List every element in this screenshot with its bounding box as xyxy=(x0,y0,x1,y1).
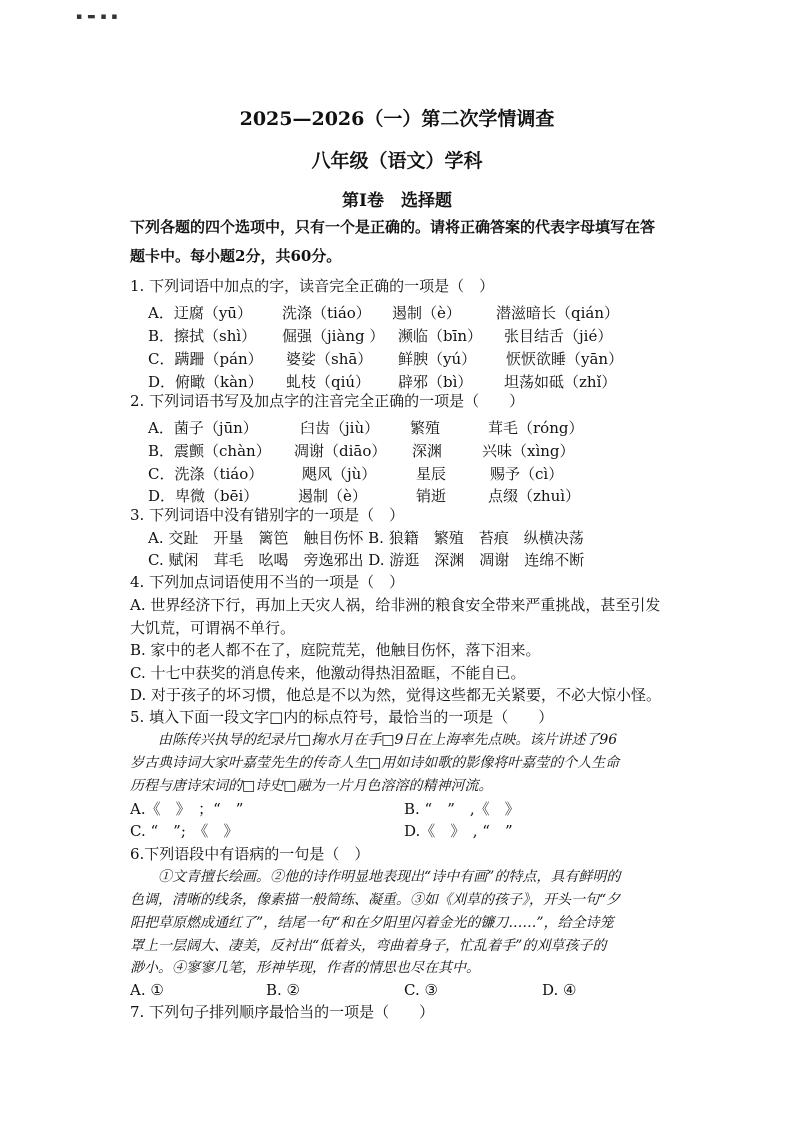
q7-stem: 7. 下列句子排列顺序最恰当的一项是（ ） xyxy=(130,1003,435,1021)
q5-option-a: A.《 》 ；“ ” xyxy=(130,800,244,818)
q1-a-1: A．迂腐（yū） xyxy=(148,304,252,322)
q5-passage-line-2: 岁古典诗词大家叶嘉莹先生的传奇人生□用如诗如歌的影像将叶嘉莹的个人生命 xyxy=(130,755,620,771)
instruction-line-1: 下列各题的四个选项中，只有一个是正确的。请将正确答案的代表字母填写在答 xyxy=(130,218,656,236)
instruction-line-2: 题卡中。每小题2分，共60分。 xyxy=(130,247,342,265)
section-title: 第Ⅰ卷 选择题 xyxy=(342,191,452,211)
q4-option-c: C. 十七中获奖的消息传来，他激动得热泪盈眶，不能自已。 xyxy=(130,664,526,682)
q5-option-d: D.《 》 , “ ” xyxy=(404,822,513,840)
q2-c-1: C．洗涤（tiáo） xyxy=(148,465,264,483)
q1-b-2: 倔强（jiàng ） xyxy=(282,327,385,345)
q4-stem: 4. 下列加点词语使用不当的一项是（ ） xyxy=(130,573,405,591)
q2-d-2: 遏制（è） xyxy=(298,487,367,505)
q2-b-2: 凋谢（diāo） xyxy=(294,442,387,460)
q2-c-3: 星辰 xyxy=(416,465,447,483)
q1-stem: 1. 下列词语中加点的字，读音完全正确的一项是（ ） xyxy=(130,277,495,295)
corner-mark: ▪ ▬ ▪ ▪ xyxy=(76,12,119,22)
q2-b-4: 兴味（xìng） xyxy=(482,442,575,460)
q3-options-row-1: A. 交趾 开垦 篱笆 触目伤怀 B. 狼籍 繁殖 苔痕 纵横决荡 xyxy=(148,529,584,547)
q2-a-4: 茸毛（róng） xyxy=(488,419,584,437)
q6-passage-line-2: 色调，清晰的线条，像素描一般简练、凝重。③如《刈草的孩子》，开头一句“夕 xyxy=(130,892,621,908)
q1-a-3: 遏制（è） xyxy=(392,304,461,322)
q1-b-3: 濒临（bīn） xyxy=(398,327,483,345)
q2-b-1: B．震颤（chàn） xyxy=(148,442,271,460)
q2-a-1: A．菌子（jūn） xyxy=(148,419,258,437)
q4-option-b: B. 家中的老人都不在了，庭院荒芜，他触目伤怀，落下泪来。 xyxy=(130,641,541,659)
q1-d-3: 辟邪（bì） xyxy=(398,373,473,391)
q5-option-c: C. “ ”; 《 》 xyxy=(130,822,239,840)
q5-stem: 5. 填入下面一段文字□内的标点符号，最恰当的一项是（ ） xyxy=(130,708,554,726)
q6-option-c: C. ③ xyxy=(404,981,438,999)
q3-stem: 3. 下列词语中没有错别字的一项是（ ） xyxy=(130,506,405,524)
q3-options-row-2: C. 赋闲 茸毛 吆喝 旁逸邪出 D. 游逛 深渊 凋谢 连绵不断 xyxy=(148,551,585,569)
exam-title: 2025—2026（一）第二次学情调查 xyxy=(239,108,555,130)
q2-c-2: 飓风（jù） xyxy=(302,465,377,483)
q5-option-b: B. “ ” ,《 》 xyxy=(404,800,520,818)
q2-d-1: D．卑微（bēi） xyxy=(148,487,259,505)
q2-a-2: 臼齿（jiù） xyxy=(300,419,380,437)
q1-b-4: 张目结舌（jié） xyxy=(504,327,613,345)
q6-passage-line-1: ①文青擅长绘画。②他的诗作明显地表现出“诗中有画”的特点，具有鲜明的 xyxy=(158,869,621,885)
q4-option-a-line-2: 大饥荒，可谓祸不单行。 xyxy=(130,619,296,637)
q6-option-d: D. ④ xyxy=(542,981,577,999)
q2-b-3: 深渊 xyxy=(412,442,443,460)
q1-d-1: D．俯瞰（kàn） xyxy=(148,373,263,391)
q2-stem: 2. 下列词语书写及加点字的注音完全正确的一项是（ ） xyxy=(130,392,525,410)
q6-stem: 6.下列语段中有语病的一句是（ ） xyxy=(130,845,370,863)
q6-passage-line-5: 渺小。④寥寥几笔，形神毕现，作者的情思也尽在其中。 xyxy=(130,960,480,976)
q4-option-a-line-1: A. 世界经济下行，再加上天灾人祸，给非洲的粮食安全带来严重挑战，甚至引发 xyxy=(130,596,661,614)
q6-passage-line-4: 罩上一层阔大、凄美，反衬出“低着头，弯曲着身子，忙乱着手”的刈草孩子的 xyxy=(130,938,607,954)
q1-a-2: 洗涤（tiáo） xyxy=(282,304,371,322)
q2-d-3: 销逝 xyxy=(416,487,447,505)
q6-option-a: A. ① xyxy=(130,981,164,999)
q1-a-4: 潜滋暗长（qián） xyxy=(496,304,620,322)
q1-c-4: 恹恹欲睡（yān） xyxy=(506,350,624,368)
q5-passage-line-3: 历程与唐诗宋词的□诗史□融为一片月色溶溶的精神河流。 xyxy=(130,778,493,794)
q1-d-2: 虬枝（qiú） xyxy=(286,373,371,391)
q6-option-b: B. ② xyxy=(266,981,301,999)
q1-c-2: 婆娑（shā） xyxy=(286,350,373,368)
q1-b-1: B．擦拭（shì） xyxy=(148,327,257,345)
q1-d-4: 坦荡如砥（zhǐ） xyxy=(504,373,617,391)
q4-option-d: D. 对于孩子的坏习惯，他总是不以为然，觉得这些都无关紧要，不必大惊小怪。 xyxy=(130,686,662,704)
q2-a-3: 繁殖 xyxy=(410,419,441,437)
q5-passage-line-1: 由陈传兴执导的纪录片□掬水月在手□9日在上海率先点映。该片讲述了96 xyxy=(158,732,618,748)
exam-subject: 八年级（语文）学科 xyxy=(311,150,483,172)
q2-c-4: 赐予（cì） xyxy=(490,465,564,483)
q2-d-4: 点缀（zhuì） xyxy=(488,487,581,505)
q1-c-1: C．蹒跚（pán） xyxy=(148,350,263,368)
q1-c-3: 鲜腴（yú） xyxy=(398,350,477,368)
q6-passage-line-3: 阳把草原燃成通红了”，结尾一句“和在夕阳里闪着金光的镰刀……”，给全诗笼 xyxy=(130,915,614,931)
